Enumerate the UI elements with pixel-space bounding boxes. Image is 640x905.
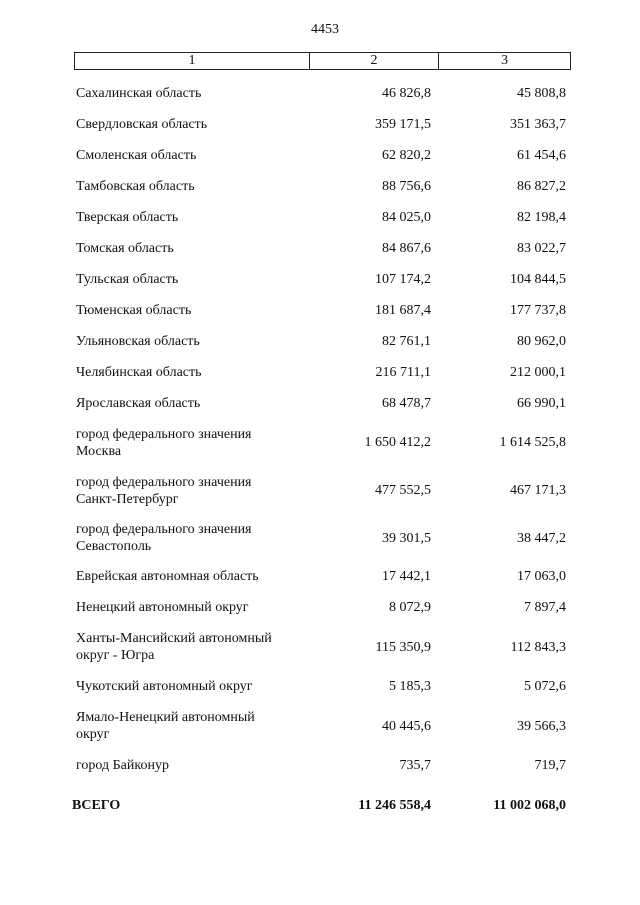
value-col2: 62 820,2 bbox=[382, 148, 431, 163]
region-name: город федерального значения Севастополь bbox=[76, 522, 252, 554]
column-header-1: 1 bbox=[75, 53, 310, 69]
value-col2: 39 301,5 bbox=[382, 531, 431, 546]
region-name: город федерального значения Санкт-Петербург bbox=[76, 475, 252, 507]
value-col2: 5 185,3 bbox=[389, 679, 431, 694]
value-col3: 83 022,7 bbox=[517, 241, 566, 256]
region-name: город Байконур bbox=[76, 758, 169, 773]
value-col3: 66 990,1 bbox=[517, 396, 566, 411]
value-col3: 719,7 bbox=[534, 758, 566, 773]
value-col2: 181 687,4 bbox=[375, 303, 431, 318]
region-name: Ульяновская область bbox=[76, 334, 200, 349]
region-name: Ханты-Мансийский автономный округ - Югра bbox=[76, 631, 272, 663]
value-col2: 46 826,8 bbox=[382, 86, 431, 101]
value-col2: 735,7 bbox=[399, 758, 431, 773]
value-col3: 212 000,1 bbox=[510, 365, 566, 380]
value-col3: 39 566,3 bbox=[517, 719, 566, 734]
value-col3: 80 962,0 bbox=[517, 334, 566, 349]
column-header-2: 2 bbox=[310, 53, 439, 69]
region-name: Свердловская область bbox=[76, 117, 208, 132]
region-name: Ямало-Ненецкий автономный округ bbox=[76, 710, 255, 742]
value-col3: 5 072,6 bbox=[524, 679, 566, 694]
value-col2: 88 756,6 bbox=[382, 179, 431, 194]
value-col2: 82 761,1 bbox=[382, 334, 431, 349]
value-col3: 112 843,3 bbox=[510, 640, 566, 655]
region-name: Челябинская область bbox=[76, 365, 202, 380]
value-col2: 107 174,2 bbox=[375, 272, 431, 287]
region-name: Смоленская область bbox=[76, 148, 197, 163]
region-name: Томская область bbox=[76, 241, 174, 256]
value-col2: 40 445,6 bbox=[382, 719, 431, 734]
region-name: Ненецкий автономный округ bbox=[76, 600, 249, 615]
total-value-col3: 11 002 068,0 bbox=[493, 798, 566, 813]
value-col2: 8 072,9 bbox=[389, 600, 431, 615]
region-name: город федерального значения Москва bbox=[76, 427, 252, 459]
total-value-col2: 11 246 558,4 bbox=[358, 798, 431, 813]
value-col2: 115 350,9 bbox=[375, 640, 431, 655]
total-label: ВСЕГО bbox=[72, 798, 121, 813]
value-col2: 17 442,1 bbox=[382, 569, 431, 584]
value-col3: 104 844,5 bbox=[510, 272, 566, 287]
value-col3: 45 808,8 bbox=[517, 86, 566, 101]
value-col3: 82 198,4 bbox=[517, 210, 566, 225]
region-name: Чукотский автономный округ bbox=[76, 679, 253, 694]
value-col2: 68 478,7 bbox=[382, 396, 431, 411]
value-col3: 467 171,3 bbox=[510, 483, 566, 498]
value-col2: 1 650 412,2 bbox=[364, 435, 431, 450]
region-name: Тюменская область bbox=[76, 303, 192, 318]
page-number: 4453 bbox=[311, 22, 339, 37]
value-col3: 177 737,8 bbox=[510, 303, 566, 318]
region-name: Тверская область bbox=[76, 210, 179, 225]
value-col3: 1 614 525,8 bbox=[499, 435, 566, 450]
region-name: Сахалинская область bbox=[76, 86, 202, 101]
region-name: Тульская область bbox=[76, 272, 179, 287]
value-col3: 61 454,6 bbox=[517, 148, 566, 163]
value-col3: 7 897,4 bbox=[524, 600, 566, 615]
column-header-3: 3 bbox=[501, 53, 508, 68]
value-col2: 84 867,6 bbox=[382, 241, 431, 256]
region-name: Еврейская автономная область bbox=[76, 569, 259, 584]
value-col3: 351 363,7 bbox=[510, 117, 566, 132]
value-col2: 477 552,5 bbox=[375, 483, 431, 498]
value-col2: 84 025,0 bbox=[382, 210, 431, 225]
region-name: Тамбовская область bbox=[76, 179, 195, 194]
value-col3: 86 827,2 bbox=[517, 179, 566, 194]
value-col2: 216 711,1 bbox=[375, 365, 431, 380]
value-col3: 38 447,2 bbox=[517, 531, 566, 546]
value-col2: 359 171,5 bbox=[375, 117, 431, 132]
value-col3: 17 063,0 bbox=[517, 569, 566, 584]
region-name: Ярославская область bbox=[76, 396, 201, 411]
